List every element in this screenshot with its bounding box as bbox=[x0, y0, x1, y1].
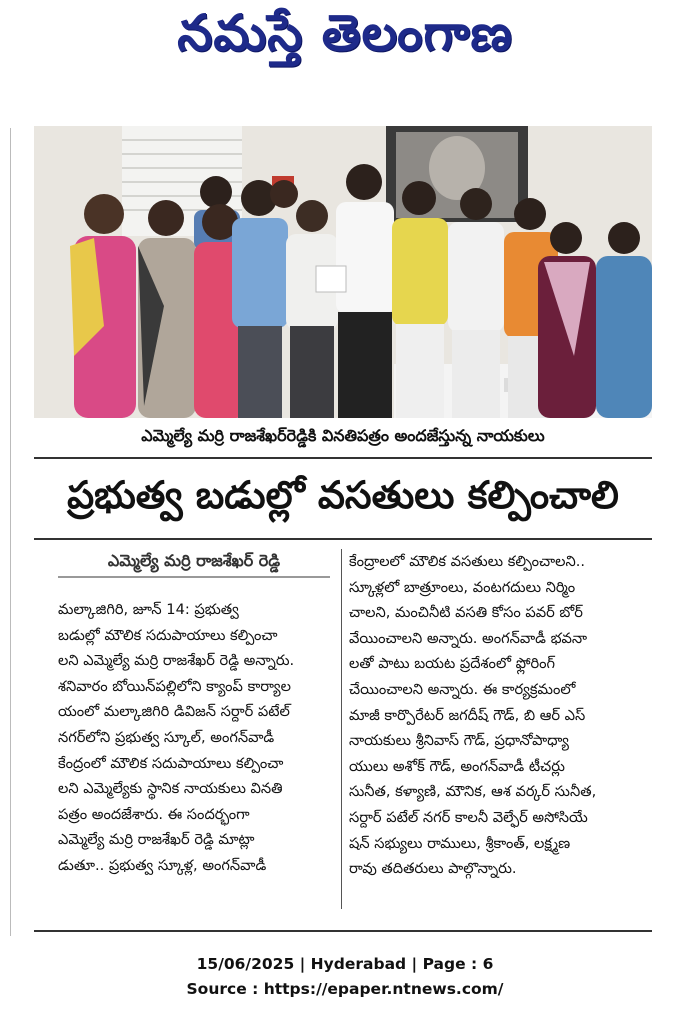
footer-divider bbox=[34, 930, 652, 932]
article-line: మాజీ కార్పొరేటర్ జగదీష్ గౌడ్, బి ఆర్ ఎస్ bbox=[349, 706, 586, 724]
article-line: యంలో మల్కాజిగిరి డివిజన్ సర్దార్ పటేల్ bbox=[58, 703, 290, 721]
article-line: నగర్‌లోని ప్రభుత్వ స్కూల్, అంగన్‌వాడీ bbox=[58, 728, 275, 746]
caption-divider bbox=[34, 457, 652, 459]
article-headline: ప్రభుత్వ బడుల్లో వసతులు కల్పించాలి bbox=[67, 473, 619, 517]
article-line: లని ఎమ్మెల్యే మర్రి రాజశేఖర్ రెడ్డి అన్నారు. bbox=[58, 652, 295, 670]
clip-edge-rule bbox=[10, 128, 11, 936]
article-column-left bbox=[58, 597, 334, 879]
article-line: కేంద్రంలో మౌలిక సదుపాయాలు కల్పించా bbox=[58, 754, 284, 772]
article-line: రావు తదితరులు పాల్గొన్నారు. bbox=[349, 860, 517, 878]
article-line: సునీత, కళ్యాణి, మౌనిక, ఆశ వర్కర్ సునీత, bbox=[349, 783, 597, 801]
article-line: లని ఎమ్మెల్యేకు స్థానిక నాయకులు వినతి bbox=[58, 780, 283, 798]
article-line: నాయకులు శ్రీనివాస్ గౌడ్, ప్రధానోపాధ్యా bbox=[349, 732, 569, 750]
article-line: పత్రం అందజేశారు. ఈ సందర్భంగా bbox=[58, 805, 250, 823]
column-divider bbox=[341, 549, 342, 909]
article-line: డుతూ.. ప్రభుత్వ స్కూళ్ల, అంగన్‌వాడీ bbox=[58, 856, 267, 874]
article-column-right bbox=[349, 549, 653, 882]
group-photo-illustration bbox=[34, 126, 652, 418]
masthead bbox=[0, 0, 690, 78]
article-line: స్కూళ్లలో బాత్రూంలు, వంటగదులు నిర్మిం bbox=[349, 578, 576, 596]
footer-date-edition: 15/06/2025 | Hyderabad | Page : 6 bbox=[196, 955, 494, 973]
article-line: ఎమ్మెల్యే మర్రి రాజశేఖర్ రెడ్డి మాట్లా bbox=[58, 831, 255, 849]
article-line: షన్ సభ్యులు రాములు, శ్రీకాంత్, లక్ష్మణ bbox=[349, 834, 571, 852]
article-line: చాలని, మంచినీటి వసతి కోసం పవర్ బోర్ bbox=[349, 604, 583, 622]
photo-caption: ఎమ్మెల్యే మర్రి రాజశేఖర్‌రెడ్డికి వినతిపత్రం అందజేస్తున్న నాయకులు bbox=[141, 425, 545, 445]
article-line: లతో పాటు బయట ప్రదేశంలో ఫ్లోరింగ్ bbox=[349, 655, 556, 673]
article-line: శనివారం బోయిన్‌పల్లిలోని క్యాంప్ కార్యాల bbox=[58, 677, 291, 695]
footer-source-link[interactable]: Source : https://epaper.ntnews.com/ bbox=[186, 980, 504, 998]
article-line: మల్కాజిగిరి, జూన్ 14: ప్రభుత్వ bbox=[58, 601, 239, 618]
article-line: సర్దార్ పటేల్ నగర్ కాలనీ వెల్ఫేర్ అసోసియే bbox=[349, 808, 588, 826]
masthead-title: నమస్తే తెలంగాణ bbox=[177, 3, 513, 62]
article-line: బడుల్లో మౌలిక సదుపాయాలు కల్పించా bbox=[58, 626, 278, 644]
headline-divider bbox=[34, 538, 652, 540]
article-line: యులు అశోక్ గౌడ్, అంగన్‌వాడీ టీచర్లు bbox=[349, 757, 565, 775]
article-line: వేయించాలని అన్నారు. అంగన్‌వాడీ భవనా bbox=[349, 629, 588, 647]
article-line: చేయించాలని అన్నారు. ఈ కార్యక్రమంలో bbox=[349, 680, 576, 698]
news-photo bbox=[34, 126, 652, 418]
article-line: కేంద్రాలలో మౌలిక వసతులు కల్పించాలని.. bbox=[349, 553, 585, 570]
page-footer bbox=[0, 952, 690, 1002]
article-byline: ఎమ్మెల్యే మర్రి రాజశేఖర్ రెడ్డి bbox=[58, 548, 330, 578]
